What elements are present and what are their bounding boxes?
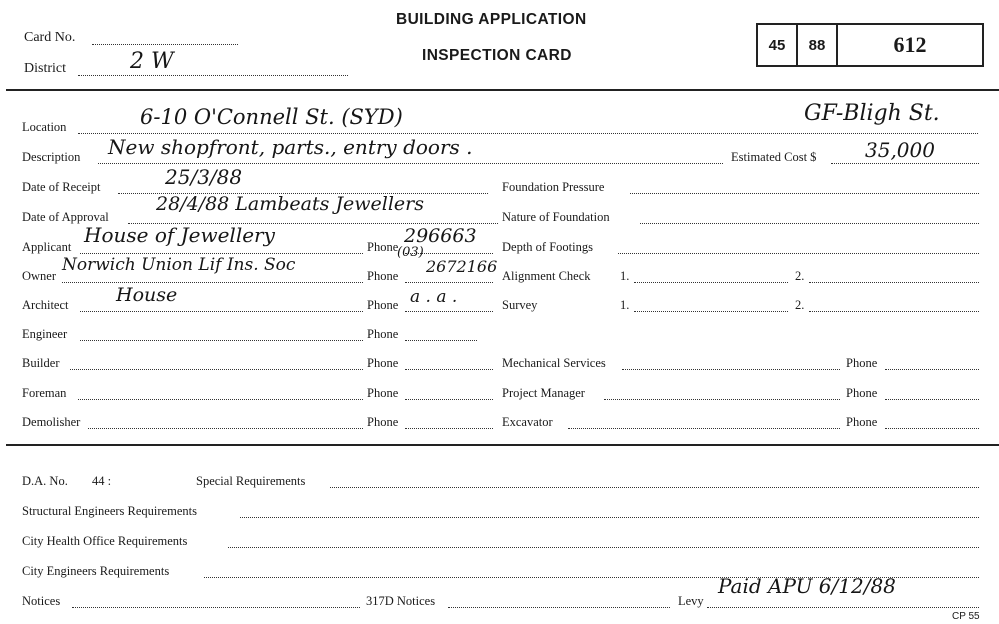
health-requirements-line <box>228 547 979 548</box>
foreman-line <box>78 399 363 400</box>
card-no-label: Card No. <box>24 30 76 45</box>
owner-label: Owner <box>22 269 57 283</box>
survey-num-1: 1. <box>620 298 630 312</box>
excavator-label: Excavator <box>502 415 553 429</box>
mechanical-line <box>622 369 840 370</box>
alignment-num-2: 2. <box>795 269 805 283</box>
depth-footings-line <box>618 253 979 254</box>
alignment-num-1: 1. <box>620 269 630 283</box>
survey-label: Survey <box>502 298 538 312</box>
title-line-2: INSPECTION CARD <box>422 47 572 64</box>
notices-317d-label: 317D Notices <box>366 594 436 608</box>
survey-line-1 <box>634 311 788 312</box>
description-line <box>98 163 723 164</box>
engineer-label: Engineer <box>22 327 68 341</box>
district-value: 2 W <box>130 49 174 74</box>
location-label: Location <box>22 120 67 134</box>
applicant-value: House of Jewellery <box>84 223 275 247</box>
applicant-label: Applicant <box>22 240 72 254</box>
card-number-box: 612 <box>836 23 984 67</box>
owner-phone-label: Phone <box>367 269 399 283</box>
date-approval-label: Date of Approval <box>22 210 109 224</box>
builder-phone-label: Phone <box>367 356 399 370</box>
card-box-1: 45 <box>756 23 798 67</box>
form-code: CP 55 <box>952 611 980 622</box>
district-line <box>78 75 348 76</box>
applicant-line <box>80 253 363 254</box>
description-label: Description <box>22 150 81 164</box>
divider-top <box>6 89 999 91</box>
mechanical-phone-label: Phone <box>846 356 878 370</box>
special-requirements-label: Special Requirements <box>196 474 306 488</box>
owner-phone-value: 2672166 <box>426 257 498 276</box>
divider-middle <box>6 444 999 446</box>
notices-317d-line <box>448 607 670 608</box>
project-manager-phone-label: Phone <box>846 386 878 400</box>
alignment-check-label: Alignment Check <box>502 269 591 283</box>
applicant-phone-label: Phone <box>367 240 399 254</box>
owner-phone-prefix: (03) <box>397 245 424 260</box>
engineers-requirements-label: City Engineers Requirements <box>22 564 170 578</box>
architect-value: House <box>116 284 178 306</box>
location-line <box>78 133 978 134</box>
architect-line <box>80 311 363 312</box>
excavator-line <box>568 428 840 429</box>
foundation-pressure-line <box>630 193 979 194</box>
estimated-cost-value: 35,000 <box>865 138 935 162</box>
structural-requirements-line <box>240 517 979 518</box>
project-manager-phone-line <box>885 399 979 400</box>
nature-foundation-label: Nature of Foundation <box>502 210 610 224</box>
architect-phone-value: a . a . <box>410 287 458 307</box>
date-receipt-value: 25/3/88 <box>165 165 243 189</box>
da-value: 44 : <box>92 474 112 488</box>
nature-foundation-line <box>640 223 979 224</box>
demolisher-line <box>88 428 363 429</box>
demolisher-phone-label: Phone <box>367 415 399 429</box>
project-manager-label: Project Manager <box>502 386 585 400</box>
alignment-line-1 <box>634 282 788 283</box>
levy-value: Paid APU 6/12/88 <box>718 574 896 598</box>
description-value: New shopfront, parts., entry doors . <box>108 135 473 159</box>
da-label: D.A. No. <box>22 474 68 488</box>
architect-phone-label: Phone <box>367 298 399 312</box>
project-manager-line <box>604 399 840 400</box>
architect-label: Architect <box>22 298 69 312</box>
engineer-line <box>80 340 363 341</box>
architect-phone-line <box>405 311 493 312</box>
special-requirements-line <box>330 487 979 488</box>
alignment-line-2 <box>809 282 979 283</box>
owner-line <box>62 282 363 283</box>
date-receipt-label: Date of Receipt <box>22 180 101 194</box>
location-value: 6-10 O'Connell St. (SYD) <box>140 105 403 129</box>
demolisher-phone-line <box>405 428 493 429</box>
survey-num-2: 2. <box>795 298 805 312</box>
mechanical-label: Mechanical Services <box>502 356 606 370</box>
engineer-phone-label: Phone <box>367 327 399 341</box>
levy-label: Levy <box>678 594 704 608</box>
structural-requirements-label: Structural Engineers Requirements <box>22 504 197 518</box>
foundation-pressure-label: Foundation Pressure <box>502 180 605 194</box>
foreman-label: Foreman <box>22 386 67 400</box>
applicant-phone-value: 296663 <box>404 225 477 247</box>
levy-line <box>707 607 979 608</box>
title-line-1: BUILDING APPLICATION <box>396 11 587 28</box>
date-approval-value: 28/4/88 Lambeats Jewellers <box>156 193 425 215</box>
engineer-phone-line <box>405 340 477 341</box>
foreman-phone-label: Phone <box>367 386 399 400</box>
foreman-phone-line <box>405 399 493 400</box>
demolisher-label: Demolisher <box>22 415 81 429</box>
notices-line <box>72 607 360 608</box>
excavator-phone-line <box>885 428 979 429</box>
card-box-2: 88 <box>796 23 838 67</box>
survey-line-2 <box>809 311 979 312</box>
health-requirements-label: City Health Office Requirements <box>22 534 188 548</box>
owner-phone-line <box>405 282 493 283</box>
excavator-phone-label: Phone <box>846 415 878 429</box>
notices-label: Notices <box>22 594 61 608</box>
mechanical-phone-line <box>885 369 979 370</box>
district-label: District <box>24 61 66 76</box>
location-note: GF-Bligh St. <box>804 101 940 126</box>
builder-label: Builder <box>22 356 60 370</box>
card-no-line <box>92 44 238 45</box>
owner-value: Norwich Union Lif Ins. Soc <box>62 255 296 275</box>
depth-footings-label: Depth of Footings <box>502 240 593 254</box>
estimated-cost-line <box>831 163 979 164</box>
builder-phone-line <box>405 369 493 370</box>
estimated-cost-label: Estimated Cost $ <box>731 150 817 164</box>
builder-line <box>70 369 363 370</box>
